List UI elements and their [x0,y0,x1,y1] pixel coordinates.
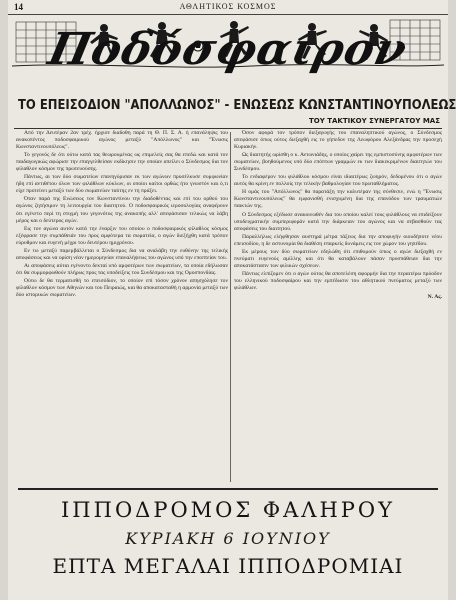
paragraph: Εις τον αγώνα αυτόν κατά την έναρξιν του οποίου ο ποδοσφαιρικός φίλαθλος κόσμος εξέφρασε την συμπάθειάν του προς αμφότερα τα σωματεία, ο αγών διεξήχθη κατά τρόπον εύρυθμον και ευγενή μέχρι του δευτέρου ημιχρόνου. [16,225,228,246]
ad-races: ΕΠΤΑ ΜΕΓΑΛΑΙ ΙΠΠΟΔΡΟΜΙΑΙ [52,554,404,578]
paragraph: Ο Σύνδεσμος εξέδωσε ανακοινωθέν δια του οποίου καλεί τους φιλάθλους να επιδείξουν υποδειγματικήν συμπεριφοράν κατά την διάρκειαν του αγώνος και να σεβασθούν τας αποφάσεις του διαιτητού. [234,211,442,232]
section-title: Ποδόσφαιρον [44,24,412,75]
paragraph: Πάντως, αι των δύο σωματείων επανηγύρισαν εκ των αγώνων προσέλκυσε συμφωνίαν ήδη επί αντιθέτου όλων των φιλάθλων κύκλων, οι οποίοι καίτοι ορθώς ήτο γνωστόν και ό,τι είχε προτείνει μεταξύ των δύο σωματείων ταύτης εν τη πράξει. [16,174,228,195]
paragraph: Παραλλήλως ελήφθησαν αυστηρά μέτρα τάξεως δια την αποφυγήν οιουδήποτε νέου επεισοδίου, η δε αστυνομία θα διαθέση επαρκείς δυνάμεις εις τον χώρον του γηπέδου. [234,233,442,247]
paragraph: Όσον αφορά τον τρόπον διεξαγωγής του επαναληπτικού αγώνος, ο Σύνδεσμος απεφάσισε όπως ούτος διεξαχθή εις το γήπεδον της Λεωφόρου Αλεξάνδρας την προσεχή Κυριακήν. [234,130,442,151]
divider [14,128,442,129]
page-number: 14 [14,2,23,12]
ad-venue: ΙΠΠΟΔΡΟΜΟΣ ΦΑΛΗΡΟΥ [61,498,395,522]
article-column-left [16,130,228,482]
paragraph: Από την Δευτέραν 2αν τρέχ. ήρχισε διαδοθη παρά τη Θ. Π. Σ. Α. ή επανάληψις του ανακοπέντος ποδοσφαιρικού αγώνος μεταξύ "Απόλλωνος" και "Ένωσις Κωνσταντινουπόλεως". [16,130,228,151]
ad-date: ΚΥΡΙΑΚΗ 6 ΙΟΥΝΙΟΥ [125,529,331,548]
paragraph: Ούτω δε θα τερματισθή το επεισόδιον, το οποίον επί τόσον χρόνον απησχόλησε τον φίλαθλον κόσμον των Αθηνών και του Πειραιώς, και θα αποκατασταθή η αρμονία μεταξύ των δύο ιστορικών σωματείων. [16,277,228,299]
magazine-name: ΑΘΛΗΤΙΚΟΣ ΚΟΣΜΟΣ [179,2,277,11]
paragraph: Ως διαιτητής ωρίσθη ο κ. Αντωνιάδης, ο οποίος χαίρει της εμπιστοσύνης αμφοτέρων των σωματείων, βοηθούμενος υπό δύο επόπτων γραμμών εκ των διακεκριμένων διαιτητών του Συνδέσμου. [234,152,442,173]
racecourse-advertisement [18,488,438,594]
article-column-right [234,130,442,482]
paragraph: Το γεγονός δε ότι ούτω κατά τας θεωρουμένας ως επιμελείς σας θα επεδώ και κατά τον παιδαγωγικώς αφώρισε την επαγγελθείσαν εκδίκησιν την οποίαν απείλει ο Σύνδεσμος δια τον φίλαθλον κόσμον της πρωτευούσης. [16,152,228,173]
article-signature: Ν. Ας. [427,294,442,301]
paragraph: Εκ μέρους των δύο σωματείων εδηλώθη ότι επιθυμούν όπως ο αγών διεξαχθή εν πνεύματι ευγενούς αμίλλης και ότι θα καταβάλουν πάσαν προσπάθειαν δια την αποκατάστασιν των φιλικών σχέσεων. [234,248,442,269]
article-byline: ΤΟΥ ΤΑΚΤΙΚΟΥ ΣΥΝΕΡΓΑΤΟΥ ΜΑΣ [308,117,440,125]
paragraph: Η ομάς του "Απόλλωνος" θα παρατάξη την καλυτέραν της σύνθεσιν, ενώ η "Ένωσις Κωνσταντινουπόλεως" θα εμφανισθή ενισχυμένη δια της επανόδου των τραυματιών παικτών της. [234,189,442,210]
paragraph: Εν τω μεταξύ παρεμβάλλεται ο Σύνδεσμος δια να αναλάβη την ευθύνην της τελικής αποφάσεως και να ορίση νέαν ημερομηνίαν επαναλήψεως του αγώνος υπό την εποπτείαν του. [16,247,228,261]
paragraph: Πάντως ελπίζομεν ότι ο αγών ούτος θα αποτελέση αφορμήν δια την περαιτέρω πρόοδον του ελληνικού ποδοσφαίρου και την εμπέδωσιν του αθλητικού πνεύματος μεταξύ των φιλάθλων. [234,270,442,291]
running-header [8,0,448,15]
paragraph: Όταν παρά της Ενώσεως τον Κωνσταντίνου την διαδοθέντας και επί του ορθού του αγώνος ζητήσιμον τη λειτουργία του διαιτητού. Ο ποδοσφαιρικός ιεροσολογίας αναφέρουν ότι εγένετο περί τη στιγμή του γεγονότος της ανακοπής αλλ' απεφάσισαν τελικώς να λάβη μέρος και ο δεύτερος αγών. [16,196,228,224]
column-divider [230,132,231,482]
paragraph: Αι αποφάσεις αύται εγένοντο δεκταί υπό αμφοτέρων των σωματείων, τα οποία εδήλωσαν ότι θα συμμορφωθούν πλήρως προς τας υποδείξεις του Συνδέσμου και της Ομοσπονδίας. [16,262,228,276]
paragraph: Το ενδιαφέρον του φιλάθλου κόσμου είναι ιδιαιτέρως ζωηρόν, δεδομένου ότι ο αγών αυτός θα κρίνη εν πολλοίς την τελικήν βαθμολογίαν του πρωταθλήματος. [234,174,442,188]
article-headline: ΤΟ ΕΠΕΙΣΟΔΙΟΝ "ΑΠΟΛΛΩΝΟΣ" - ΕΝΩΣΕΩΣ ΚΩΝΣΤΑΝΤΙΝΟΥΠΟΛΕΩΣ [18,97,456,113]
magazine-page [8,0,456,600]
